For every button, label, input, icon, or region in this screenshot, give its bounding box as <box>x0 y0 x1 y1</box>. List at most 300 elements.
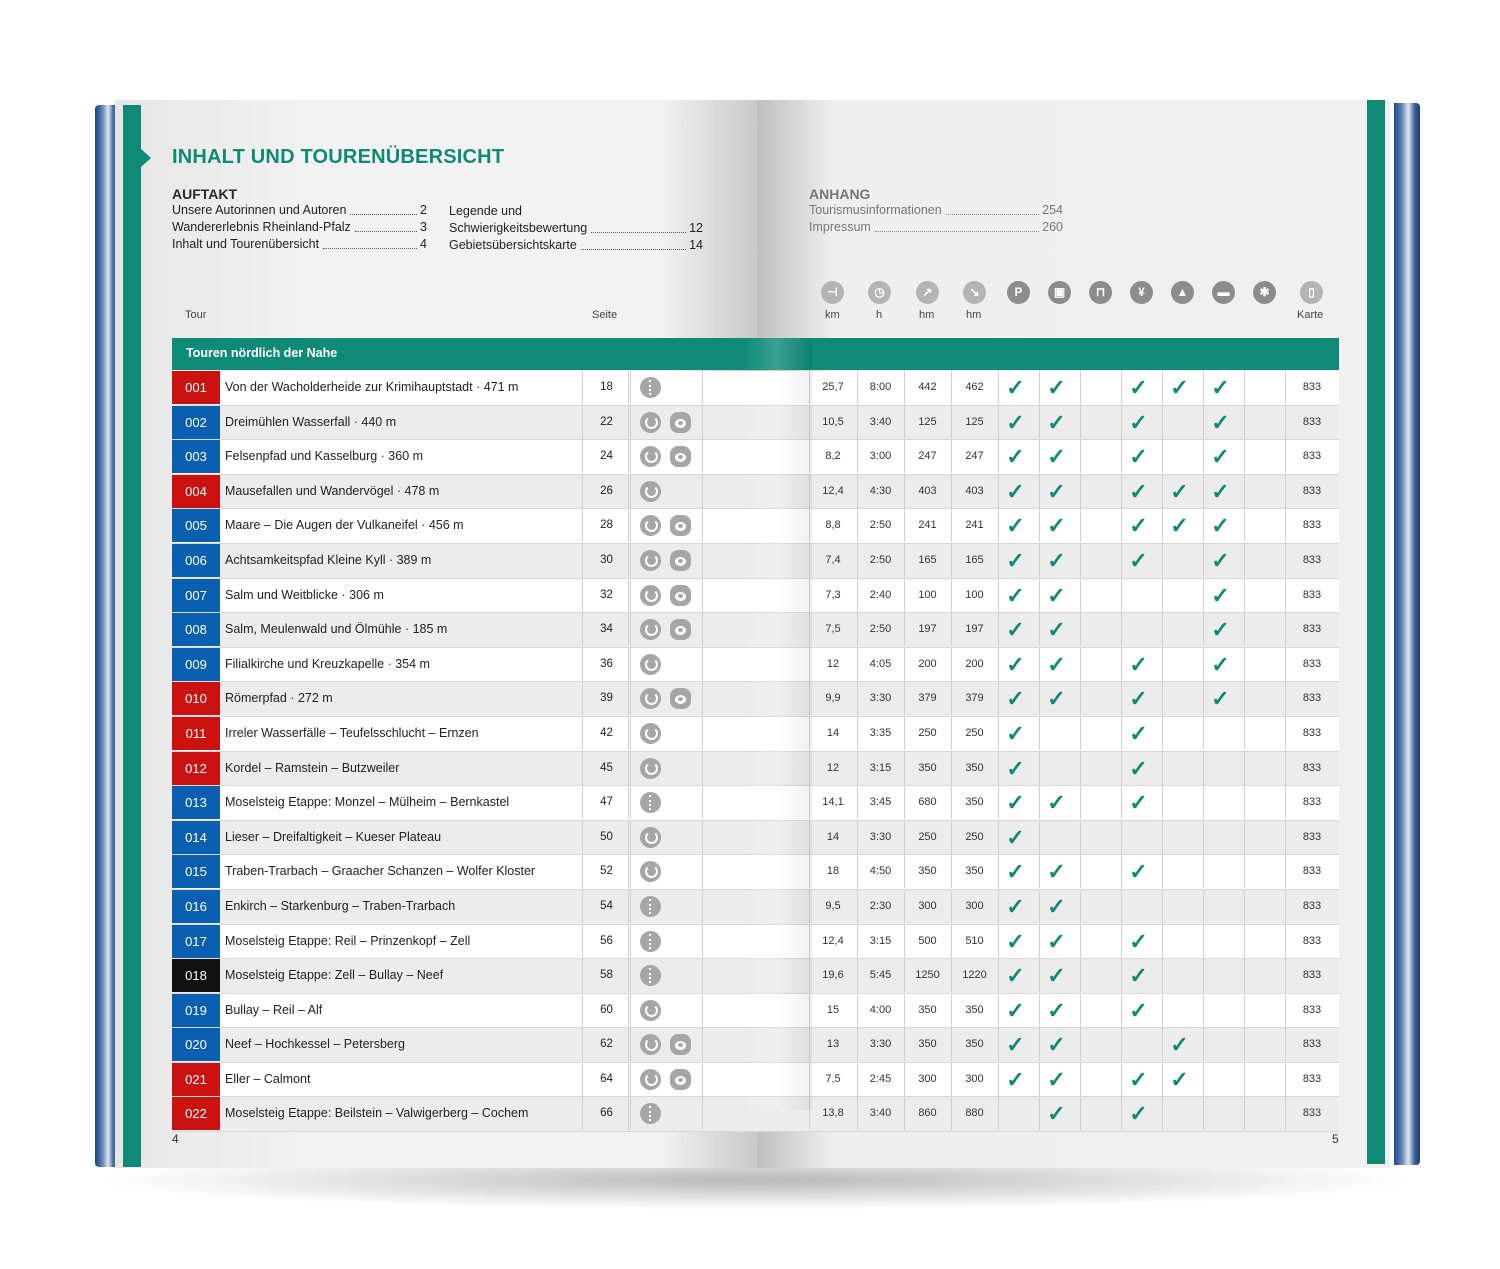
check-icon: ✓ <box>1006 686 1025 712</box>
check-icon: ✓ <box>1047 1066 1066 1092</box>
family-bear-icon <box>670 619 691 640</box>
tour-name: Dreimühlen Wasserfall · 440 m <box>225 414 397 429</box>
check-icon: ✓ <box>1129 997 1148 1023</box>
column-divider <box>1162 1097 1163 1130</box>
tour-karte: 833 <box>1302 1003 1322 1016</box>
table-row <box>172 786 1339 821</box>
genuss-icon <box>640 965 661 986</box>
column-divider <box>702 786 703 819</box>
tour-hmdown: 350 <box>965 1038 984 1051</box>
check-icon: ✓ <box>1006 444 1025 470</box>
tour-km: 13 <box>826 1038 840 1051</box>
column-divider <box>1244 855 1245 888</box>
tour-number: 012 <box>172 752 220 785</box>
table-row <box>172 994 1339 1029</box>
col-km: km <box>825 309 840 321</box>
tour-hmdown: 125 <box>965 415 984 428</box>
check-icon: ✓ <box>1006 893 1025 919</box>
tour-h: 3:30 <box>869 830 892 843</box>
col-hm-up: hm <box>919 309 935 321</box>
tour-hmdown: 250 <box>965 830 984 843</box>
difficulty-icon <box>640 758 661 779</box>
check-icon: ✓ <box>1129 478 1148 504</box>
tour-h: 2:50 <box>869 553 892 566</box>
column-divider <box>1080 1028 1081 1061</box>
tour-hmup: 403 <box>918 484 937 497</box>
check-icon: ✓ <box>1047 444 1066 470</box>
check-icon: ✓ <box>1047 547 1066 573</box>
column-divider <box>702 544 703 577</box>
column-divider <box>1244 925 1245 958</box>
genuss-icon <box>640 792 661 813</box>
tour-km: 14 <box>826 726 840 739</box>
column-divider <box>1162 959 1163 992</box>
column-divider <box>1080 890 1081 923</box>
table-row <box>172 509 1339 544</box>
column-divider <box>1039 752 1040 785</box>
column-divider <box>702 509 703 542</box>
tour-h: 2:50 <box>869 519 892 532</box>
column-divider <box>1203 752 1204 785</box>
tour-h: 3:35 <box>869 726 892 739</box>
tour-km: 7,5 <box>825 623 841 636</box>
tour-number: 006 <box>172 544 220 577</box>
column-divider <box>628 682 629 715</box>
column-divider <box>1162 406 1163 439</box>
tour-hmdown: 379 <box>965 692 984 705</box>
column-divider <box>628 406 629 439</box>
table-row <box>172 959 1339 994</box>
column-divider <box>1162 925 1163 958</box>
column-divider <box>1162 648 1163 681</box>
check-icon: ✓ <box>1006 547 1025 573</box>
tour-number: 015 <box>172 855 220 888</box>
column-divider <box>1080 925 1081 958</box>
check-icon: ✓ <box>1006 755 1025 781</box>
column-divider <box>1203 925 1204 958</box>
tour-table <box>172 371 1339 1132</box>
column-divider <box>1244 717 1245 750</box>
check-icon: ✓ <box>1047 963 1066 989</box>
tour-karte: 833 <box>1302 865 1322 878</box>
column-divider <box>1080 717 1081 750</box>
tour-km: 7,4 <box>825 553 841 566</box>
check-icon: ✓ <box>1211 651 1230 677</box>
tour-karte: 833 <box>1302 657 1322 670</box>
column-divider <box>1203 1063 1204 1096</box>
column-divider <box>628 925 629 958</box>
family-bear-icon <box>670 412 691 433</box>
difficulty-icon <box>640 654 661 675</box>
right-teal-strip <box>1367 100 1385 1164</box>
check-icon: ✓ <box>1006 997 1025 1023</box>
tour-hmup: 860 <box>918 1107 937 1120</box>
tour-number: 007 <box>172 579 220 612</box>
column-divider <box>628 544 629 577</box>
tour-h: 3:40 <box>869 1107 892 1120</box>
restaurant-icon: ¥ <box>1130 281 1153 304</box>
column-divider <box>1080 475 1081 508</box>
column-divider <box>1162 855 1163 888</box>
anhang-list <box>809 202 1063 236</box>
tour-hmup: 350 <box>918 1038 937 1051</box>
tour-number: 013 <box>172 786 220 819</box>
column-divider <box>1162 890 1163 923</box>
tour-hmup: 125 <box>918 415 937 428</box>
check-icon: ✓ <box>1047 651 1066 677</box>
camping-icon: ▲ <box>1171 281 1194 304</box>
toc-dots <box>581 237 686 250</box>
tour-hmdown: 241 <box>965 519 984 532</box>
table-row <box>172 925 1339 960</box>
difficulty-icon <box>640 619 661 640</box>
tour-name: Achtsamkeitspfad Kleine Kyll · 389 m <box>225 552 432 567</box>
toc-page: 4 <box>420 237 427 251</box>
tour-h: 2:50 <box>869 623 892 636</box>
column-divider <box>1244 821 1245 854</box>
difficulty-icon <box>640 446 661 467</box>
column-divider <box>1244 509 1245 542</box>
column-divider <box>1080 682 1081 715</box>
check-icon: ✓ <box>1211 513 1230 539</box>
tour-number: 010 <box>172 682 220 715</box>
tour-name: Römerpfad · 272 m <box>225 691 333 706</box>
column-divider <box>702 648 703 681</box>
column-divider <box>702 890 703 923</box>
column-divider <box>1121 579 1122 612</box>
table-row <box>172 752 1339 787</box>
bus-icon: ▣ <box>1048 281 1071 304</box>
toc-auftakt <box>172 186 427 253</box>
check-icon: ✓ <box>1129 1101 1148 1127</box>
genuss-icon <box>640 1103 661 1124</box>
tour-hmdown: 247 <box>965 450 984 463</box>
page-title: INHALT UND TOURENÜBERSICHT <box>172 146 505 168</box>
check-icon: ✓ <box>1129 651 1148 677</box>
tour-km: 14,1 <box>822 796 844 809</box>
ascent-icon: ↗ <box>916 281 939 304</box>
tour-name: Eller – Calmont <box>225 1071 311 1086</box>
table-row <box>172 371 1339 406</box>
tour-hmup: 241 <box>918 519 937 532</box>
check-icon: ✓ <box>1170 478 1189 504</box>
tour-karte: 833 <box>1302 381 1322 393</box>
difficulty-icon <box>640 1034 661 1055</box>
tour-hmup: 350 <box>918 1003 937 1016</box>
column-divider <box>702 959 703 992</box>
tour-km: 12 <box>826 657 840 670</box>
tour-page: 56 <box>582 925 631 958</box>
tour-page: 34 <box>582 613 631 646</box>
descent-icon: ↘ <box>963 281 986 304</box>
tour-number: 022 <box>172 1097 220 1130</box>
table-row <box>172 890 1339 925</box>
column-divider <box>628 855 629 888</box>
tour-name: Neef – Hochkessel – Petersberg <box>225 1037 405 1052</box>
tour-km: 13,8 <box>822 1107 844 1120</box>
tour-page: 18 <box>582 371 631 404</box>
tour-hmup: 350 <box>918 761 937 774</box>
tour-karte: 833 <box>1302 553 1322 566</box>
check-icon: ✓ <box>1006 513 1025 539</box>
difficulty-icon <box>640 515 661 536</box>
toc-entry <box>809 202 1063 219</box>
tour-karte: 833 <box>1302 969 1322 982</box>
toc-dots <box>323 236 417 249</box>
tour-page: 39 <box>582 682 631 715</box>
column-divider <box>702 752 703 785</box>
tour-karte: 833 <box>1302 1038 1322 1051</box>
column-divider <box>1244 613 1245 646</box>
tour-number: 008 <box>172 613 220 646</box>
tour-page: 58 <box>582 959 631 992</box>
col-tour: Tour <box>185 309 207 321</box>
tour-name: Bullay – Reil – Alf <box>225 1002 323 1017</box>
check-icon: ✓ <box>1006 582 1025 608</box>
tour-km: 7,3 <box>825 588 841 601</box>
tour-h: 2:30 <box>869 899 892 912</box>
check-icon: ✓ <box>1006 617 1025 643</box>
column-divider <box>1244 371 1245 404</box>
tour-number: 014 <box>172 821 220 854</box>
tour-hmup: 300 <box>918 1072 937 1085</box>
tour-hmdown: 1220 <box>962 969 987 982</box>
column-divider <box>628 890 629 923</box>
table-row <box>172 855 1339 890</box>
col-karte: Karte <box>1297 309 1324 321</box>
check-icon: ✓ <box>1047 478 1066 504</box>
tour-h: 8:00 <box>869 381 892 393</box>
check-icon: ✓ <box>1047 686 1066 712</box>
column-divider <box>1203 890 1204 923</box>
check-icon: ✓ <box>1129 859 1148 885</box>
check-icon: ✓ <box>1006 1066 1025 1092</box>
check-icon: ✓ <box>1047 1101 1066 1127</box>
tour-hmup: 197 <box>918 623 937 636</box>
column-divider <box>1080 855 1081 888</box>
tour-name: Traben-Trarbach – Graacher Schanzen – Wolfer Kloster <box>225 864 536 879</box>
tour-hmdown: 403 <box>965 484 984 497</box>
check-icon: ✓ <box>1211 375 1230 400</box>
col-hm-down: hm <box>966 309 982 321</box>
table-row <box>172 406 1339 441</box>
check-icon: ✓ <box>1129 686 1148 712</box>
difficulty-icon <box>640 412 661 433</box>
tour-karte: 833 <box>1302 761 1322 774</box>
column-divider <box>1080 544 1081 577</box>
difficulty-icon <box>640 1000 661 1021</box>
left-teal-strip <box>123 105 141 1167</box>
tour-number: 018 <box>172 959 220 992</box>
tour-hmdown: 350 <box>965 761 984 774</box>
tour-name: Moselsteig Etappe: Reil – Prinzenkopf – Zell <box>225 933 471 948</box>
tour-page: 22 <box>582 406 631 439</box>
tour-number: 003 <box>172 440 220 473</box>
tour-karte: 833 <box>1302 934 1322 947</box>
tour-karte: 833 <box>1302 1107 1322 1120</box>
auftakt-list-1 <box>172 202 427 253</box>
tour-karte: 833 <box>1302 623 1322 636</box>
page-edges-right <box>1394 103 1420 1165</box>
table-row <box>172 1028 1339 1063</box>
family-bear-icon <box>670 688 691 709</box>
tour-h: 3:30 <box>869 692 892 705</box>
tour-number: 019 <box>172 994 220 1027</box>
tour-number: 002 <box>172 406 220 439</box>
toc-page: 260 <box>1042 220 1063 234</box>
tour-page: 60 <box>582 994 631 1027</box>
check-icon: ✓ <box>1047 1032 1066 1058</box>
tour-name: Moselsteig Etappe: Monzel – Mülheim – Bernkastel <box>225 795 510 810</box>
check-icon: ✓ <box>1129 963 1148 989</box>
genuss-icon <box>640 377 661 398</box>
column-divider <box>1244 1097 1245 1130</box>
table-row <box>172 544 1339 579</box>
column-divider <box>1162 821 1163 854</box>
check-icon: ✓ <box>1211 444 1230 470</box>
bed-icon: ▬ <box>1212 281 1235 304</box>
tour-hmup: 500 <box>918 934 937 947</box>
column-divider <box>628 959 629 992</box>
check-icon: ✓ <box>1211 478 1230 504</box>
tour-km: 12,4 <box>822 484 844 497</box>
column-divider <box>628 1063 629 1096</box>
check-icon: ✓ <box>1047 617 1066 643</box>
column-divider <box>1080 959 1081 992</box>
column-divider <box>1162 544 1163 577</box>
family-bear-icon <box>670 585 691 606</box>
column-divider <box>702 613 703 646</box>
column-divider <box>628 509 629 542</box>
toc-entry <box>449 220 703 237</box>
column-divider <box>1039 821 1040 854</box>
difficulty-icon <box>640 481 661 502</box>
tour-hmdown: 300 <box>965 899 984 912</box>
tour-hmup: 379 <box>918 692 937 705</box>
check-icon: ✓ <box>1129 790 1148 816</box>
check-icon: ✓ <box>1211 547 1230 573</box>
check-icon: ✓ <box>1006 963 1025 989</box>
tour-km: 9,9 <box>825 692 841 705</box>
tour-page: 42 <box>582 717 631 750</box>
table-row <box>172 1097 1339 1132</box>
tour-name: Moselsteig Etappe: Zell – Bullay – Neef <box>225 968 444 983</box>
check-icon: ✓ <box>1170 513 1189 539</box>
tour-h: 3:15 <box>869 934 892 947</box>
tour-number: 017 <box>172 925 220 958</box>
tour-karte: 833 <box>1302 726 1322 739</box>
column-divider <box>1121 1028 1122 1061</box>
tour-karte: 833 <box>1302 588 1322 601</box>
tour-page: 66 <box>582 1097 631 1130</box>
tour-name: Salm und Weitblicke · 306 m <box>225 587 384 602</box>
column-divider <box>1080 371 1081 404</box>
tour-hmup: 250 <box>918 726 937 739</box>
tour-hmup: 1250 <box>915 969 940 982</box>
column-divider <box>1162 994 1163 1027</box>
column-divider <box>628 371 629 404</box>
column-divider <box>1080 821 1081 854</box>
column-divider <box>1203 821 1204 854</box>
tour-page: 30 <box>582 544 631 577</box>
tour-hmup: 165 <box>918 553 937 566</box>
column-divider <box>1080 509 1081 542</box>
column-divider <box>628 821 629 854</box>
tour-name: Lieser – Dreifaltigkeit – Kueser Plateau <box>225 829 442 844</box>
toc-auftakt-col2 <box>449 203 703 254</box>
difficulty-icon <box>640 827 661 848</box>
column-divider <box>628 1097 629 1130</box>
column-divider <box>702 475 703 508</box>
check-icon: ✓ <box>1047 859 1066 885</box>
tour-km: 15 <box>826 1003 840 1016</box>
table-row <box>172 613 1339 648</box>
tour-hmdown: 350 <box>965 796 984 809</box>
check-icon: ✓ <box>1129 513 1148 539</box>
column-divider <box>1244 440 1245 473</box>
tour-page: 26 <box>582 475 631 508</box>
column-divider <box>1162 752 1163 785</box>
column-divider <box>628 440 629 473</box>
tour-hmdown: 510 <box>965 934 984 947</box>
tour-number: 021 <box>172 1063 220 1096</box>
tour-km: 18 <box>826 865 840 878</box>
toc-entry <box>172 236 427 253</box>
column-divider <box>1203 1028 1204 1061</box>
column-divider <box>1080 406 1081 439</box>
tour-hmdown: 462 <box>965 381 984 393</box>
tour-page: 54 <box>582 890 631 923</box>
tour-name: Moselsteig Etappe: Beilstein – Valwigerberg – Cochem <box>225 1106 529 1121</box>
column-divider <box>1244 1028 1245 1061</box>
column-divider <box>628 1028 629 1061</box>
tour-hmdown: 197 <box>965 623 984 636</box>
tour-page: 52 <box>582 855 631 888</box>
column-divider <box>702 855 703 888</box>
column-divider <box>1244 682 1245 715</box>
tour-page: 28 <box>582 509 631 542</box>
toc-page: 2 <box>420 203 427 217</box>
table-row <box>172 821 1339 856</box>
toc-page: 3 <box>420 220 427 234</box>
column-divider <box>1244 1063 1245 1096</box>
tour-page: 45 <box>582 752 631 785</box>
tour-km: 19,6 <box>822 969 844 982</box>
table-row <box>172 717 1339 752</box>
auftakt-col2-intro: Legende und <box>449 204 522 218</box>
toc-entry <box>449 237 703 254</box>
column-divider <box>702 821 703 854</box>
column-divider <box>1080 440 1081 473</box>
column-divider <box>702 579 703 612</box>
map-icon: ▯ <box>1300 281 1323 304</box>
column-divider <box>1162 717 1163 750</box>
tour-karte: 833 <box>1302 450 1322 463</box>
tour-hmdown: 300 <box>965 1072 984 1085</box>
toc-dots <box>946 202 1039 215</box>
table-row <box>172 579 1339 614</box>
tour-name: Maare – Die Augen der Vulkaneifel · 456 m <box>225 518 464 533</box>
column-divider <box>1244 648 1245 681</box>
check-icon: ✓ <box>1211 409 1230 435</box>
tour-name: Enkirch – Starkenburg – Traben-Trarbach <box>225 898 456 913</box>
column-divider <box>1203 855 1204 888</box>
tour-number: 005 <box>172 509 220 542</box>
signpost-icon: ⊣ <box>821 281 844 304</box>
table-row <box>172 682 1339 717</box>
tour-name: Filialkirche und Kreuzkapelle · 354 m <box>225 656 430 671</box>
toc-entry <box>172 219 427 236</box>
